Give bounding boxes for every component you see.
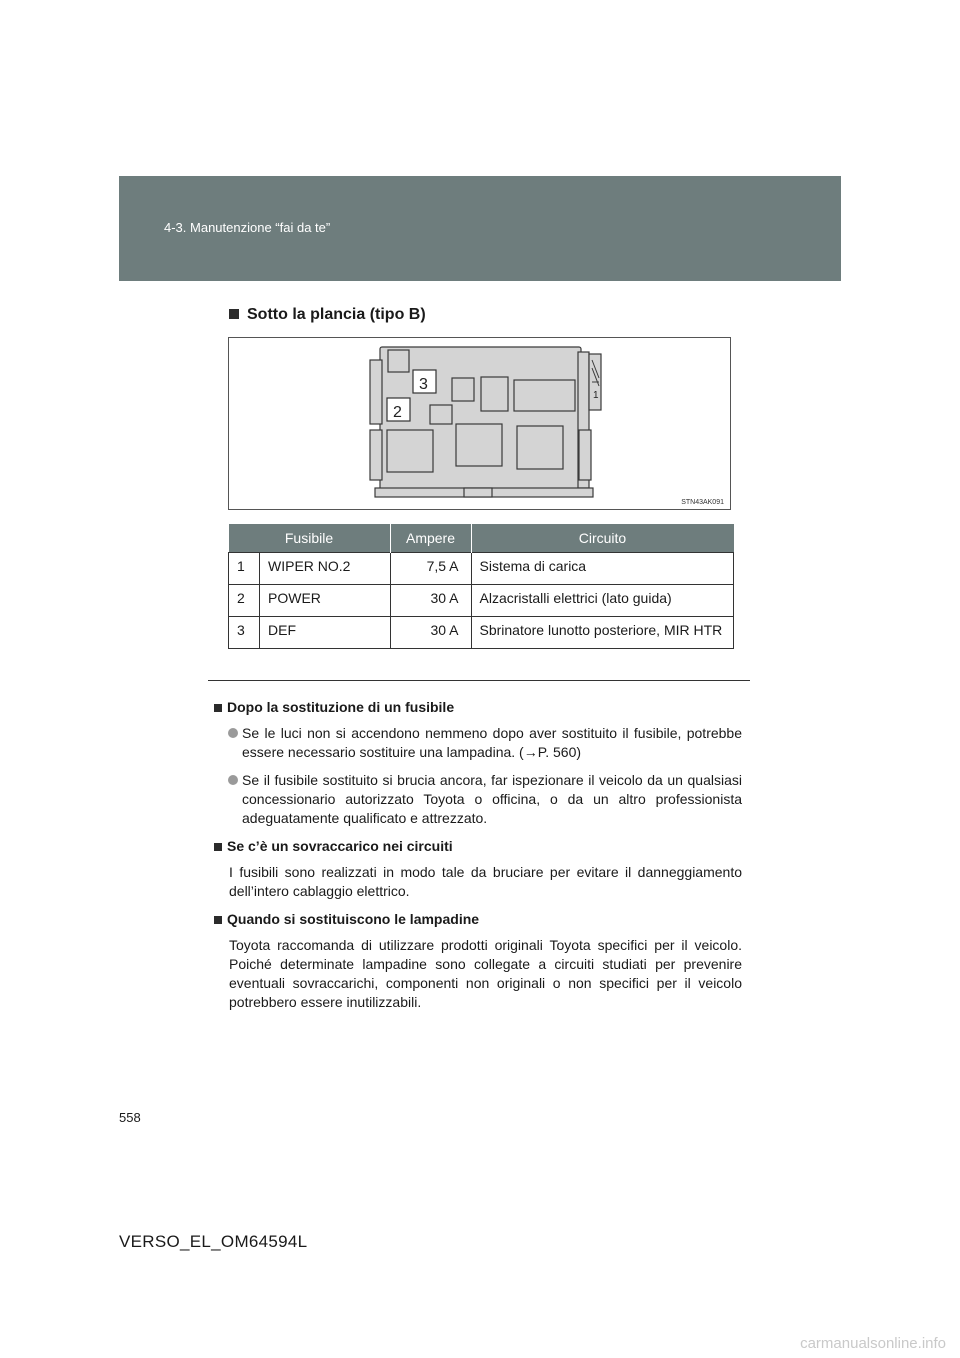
fuse-slot-b: [481, 377, 508, 411]
callout-1: 1: [593, 390, 599, 401]
header-circuito: Circuito: [471, 524, 734, 553]
circle-bullet-icon: [228, 728, 238, 738]
fuse-slot-a: [452, 378, 474, 401]
fuse-name: DEF: [260, 617, 391, 649]
section-divider: [208, 680, 750, 681]
fuse-number: 2: [229, 585, 260, 617]
relay-slot-c: [514, 380, 575, 411]
square-bullet-icon: [214, 704, 222, 712]
circle-bullet-icon: [228, 775, 238, 785]
table-row: [229, 585, 734, 617]
document-code: VERSO_EL_OM64594L: [119, 1232, 308, 1251]
section-title: [229, 306, 426, 324]
note-heading: Se c’è un sovraccarico nei circuiti: [214, 837, 742, 855]
fuse-box-right-lower-flange: [579, 430, 591, 480]
fuse-box-left-lower-flange: [370, 430, 382, 480]
fuse-number: 1: [229, 553, 260, 585]
fuse-box-left-upper-flange: [370, 360, 382, 424]
square-bullet-icon: [214, 843, 222, 851]
fuse-number: 3: [229, 617, 260, 649]
fuse-circuit: Sbrinatore lunotto posteriore, MIR HTR: [471, 617, 734, 649]
section-breadcrumb: 4-3. Manutenzione “fai da te”: [164, 220, 331, 235]
table-row: [229, 553, 734, 585]
square-bullet-icon: [229, 309, 239, 319]
relay-slot-e: [456, 424, 502, 466]
header-fusibile: Fusibile: [229, 524, 391, 553]
note-text: I fusibili sono realizzati in modo tale da bruciare per evitare il danneggiamento dell’intero cablaggio elettrico.: [229, 864, 742, 899]
diagram-code: STN43AK091: [681, 499, 724, 506]
page-number: 558: [119, 1110, 141, 1125]
header-band: [119, 176, 841, 281]
fuse-table: [228, 524, 734, 649]
relay-slot-d: [387, 430, 433, 472]
fuse-circuit: Sistema di carica: [471, 553, 734, 585]
fuse-slot-top-left: [388, 350, 409, 372]
table-row: [229, 617, 734, 649]
note-heading: Dopo la sostituzione di un fusibile: [214, 698, 742, 716]
fuse-slot-2: [430, 405, 452, 424]
notes-section: [214, 698, 742, 1021]
square-bullet-icon: [214, 916, 222, 924]
fuse-name: POWER: [260, 585, 391, 617]
note-bullet: Se il fusibile sostituito si brucia ancora, far ispezionare il veicolo da un qualsiasi concessionario autorizzato Toyota o officina, o da un altro professionista adeguatamente qualificato e attrezzato.: [229, 771, 742, 828]
note-text: Toyota raccomanda di utilizzare prodotti originali Toyota specifici per il veicolo. Poiché determinate lampadine sono collegate a circuiti studiati per prevenire eventuali sovraccarichi, componenti non originali o non specifici per il veicolo potrebbero essere inutilizzabili.: [229, 937, 742, 1010]
callout-2: 2: [393, 404, 402, 421]
fuse-ampere: 30 A: [390, 585, 471, 617]
section-title-text: Sotto la plancia (tipo B): [247, 306, 426, 323]
fuse-circuit: Alzacristalli elettrici (lato guida): [471, 585, 734, 617]
note-bullet: Se le luci non si accendono nemmeno dopo aver sostituito il fusibile, potrebbe essere necessario sostituire una lampadina. (→P. 560): [229, 724, 742, 762]
callout-3: 3: [419, 376, 428, 393]
fuse-box-bottom-tab: [464, 488, 492, 497]
relay-slot-f: [517, 426, 563, 469]
header-ampere: Ampere: [390, 524, 471, 553]
fuse-ampere: 7,5 A: [390, 553, 471, 585]
fuse-box-illustration: [229, 338, 732, 511]
watermark: carmanualsonline.info: [800, 1335, 946, 1352]
fuse-name: WIPER NO.2: [260, 553, 391, 585]
note-heading: Quando si sostituiscono le lampadine: [214, 910, 742, 928]
fuse-box-diagram: [228, 337, 731, 510]
fuse-ampere: 30 A: [390, 617, 471, 649]
table-header-row: [229, 524, 734, 553]
